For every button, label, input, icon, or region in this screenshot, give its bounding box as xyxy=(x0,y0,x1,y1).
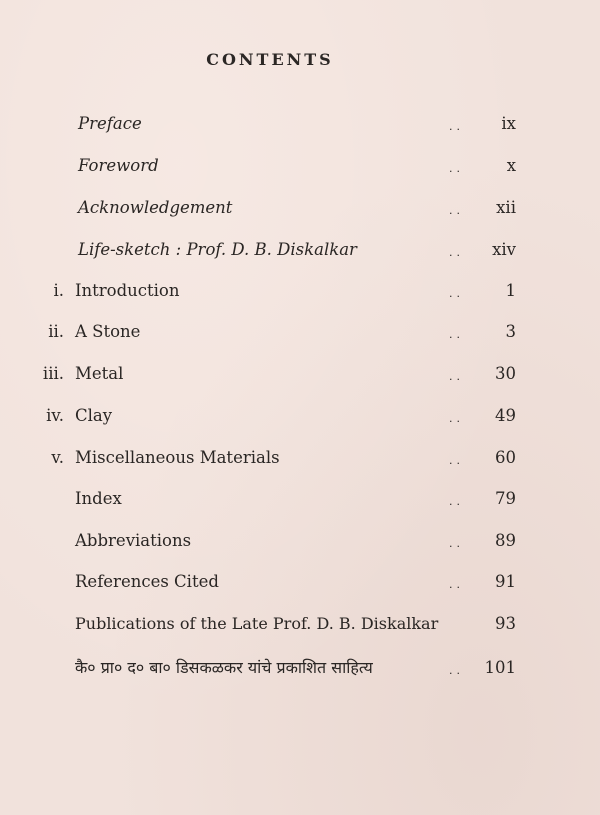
toc-entry-label: Acknowledgement xyxy=(78,198,233,217)
toc-entry-preface xyxy=(0,111,600,137)
toc-entry-life-sketch xyxy=(0,237,600,263)
toc-entry-label: Metal xyxy=(75,364,124,383)
toc-entry-leader: .. xyxy=(449,162,464,175)
toc-entry-leader: .. xyxy=(449,120,464,133)
toc-entry-leader: .. xyxy=(449,578,464,591)
toc-entry-number: i. xyxy=(53,281,64,300)
toc-entry-metal xyxy=(0,361,600,387)
toc-entry-label: Foreword xyxy=(78,156,159,175)
toc-entry-leader: .. xyxy=(449,454,464,467)
toc-entry-page: xii xyxy=(496,198,516,217)
toc-entry-page: 30 xyxy=(495,364,516,383)
toc-entry-references-cited xyxy=(0,569,600,595)
toc-entry-label: Miscellaneous Materials xyxy=(75,448,280,467)
toc-entry-page: 101 xyxy=(484,658,516,677)
toc-entry-publications xyxy=(0,611,600,637)
toc-entry-leader: .. xyxy=(449,287,464,300)
toc-entry-leader: .. xyxy=(449,664,464,677)
toc-entry-leader: .. xyxy=(449,370,464,383)
toc-entry-label: Life-sketch : Prof. D. B. Diskalkar xyxy=(78,240,357,259)
toc-entry-leader: .. xyxy=(449,537,464,550)
toc-entry-page: 79 xyxy=(495,489,516,508)
toc-entry-label: Clay xyxy=(75,406,113,425)
toc-entry-number: ii. xyxy=(48,322,64,341)
toc-entry-leader: .. xyxy=(449,328,464,341)
toc-entry-abbreviations xyxy=(0,528,600,554)
toc-entry-leader: .. xyxy=(449,246,464,259)
toc-entry-label: Preface xyxy=(78,114,142,133)
toc-entry-label: कै० प्रा० द० बा० डिसकळकर यांचे प्रकाशित साहित्य xyxy=(75,658,373,677)
toc-entry-page: 91 xyxy=(495,572,516,591)
toc-entry-introduction xyxy=(0,278,600,304)
toc-entry-clay xyxy=(0,403,600,429)
toc-entry-label: Abbreviations xyxy=(75,531,192,550)
toc-entry-label: A Stone xyxy=(75,322,141,341)
toc-entry-page: 89 xyxy=(495,531,516,550)
toc-entry-label: Introduction xyxy=(75,281,180,300)
toc-entry-number: iv. xyxy=(46,406,64,425)
toc-entry-label: Publications of the Late Prof. D. B. Diskalkar xyxy=(75,614,439,633)
toc-entry-page: 3 xyxy=(505,322,516,341)
toc-entry-page: ix xyxy=(501,114,516,133)
toc-entry-page: xiv xyxy=(492,240,516,259)
toc-entry-page: 49 xyxy=(495,406,516,425)
toc-entry-page: 60 xyxy=(495,448,516,467)
toc-entry-index xyxy=(0,486,600,512)
toc-entry-stone xyxy=(0,319,600,345)
toc-entry-leader: .. xyxy=(449,204,464,217)
toc-entry-page: 93 xyxy=(495,614,516,633)
toc-entry-number: iii. xyxy=(42,364,64,383)
toc-entry-acknowledgement xyxy=(0,195,600,221)
toc-entry-marathi-publications xyxy=(0,655,600,681)
toc-entry-page: x xyxy=(506,156,516,175)
toc-entry-leader: .. xyxy=(449,412,464,425)
toc-entry-label: References Cited xyxy=(75,572,219,591)
toc-entry-foreword xyxy=(0,153,600,179)
toc-entry-number: v. xyxy=(51,448,64,467)
toc-entry-miscellaneous-materials xyxy=(0,445,600,471)
toc-entry-page: 1 xyxy=(505,281,516,300)
toc-entry-leader: .. xyxy=(449,495,464,508)
toc-entry-label: Index xyxy=(75,489,122,508)
page-title: CONTENTS xyxy=(206,50,334,69)
